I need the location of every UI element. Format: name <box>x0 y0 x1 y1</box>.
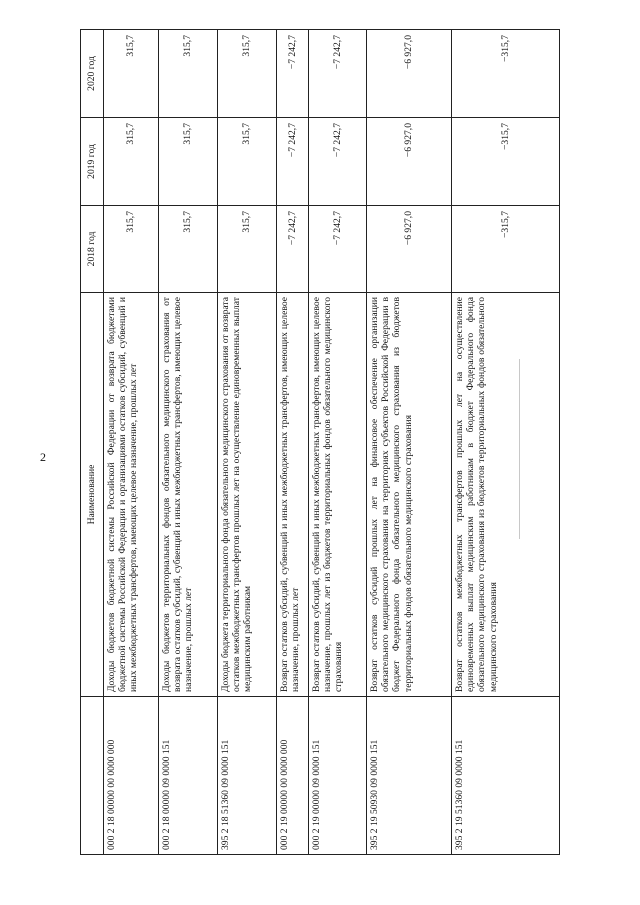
row-value-2020: 315,7 <box>104 30 159 118</box>
header-2020: 2020 год <box>81 30 104 118</box>
header-name: Наименование <box>81 293 104 697</box>
row-value-2020: −7 242,7 <box>277 30 309 118</box>
row-value-2018: −6 927,0 <box>367 206 452 293</box>
row-value-2020: 315,7 <box>159 30 218 118</box>
table-row <box>277 30 309 855</box>
row-value-2019: −7 242,7 <box>277 118 309 206</box>
row-value-2019: −6 927,0 <box>367 118 452 206</box>
row-name: Доходы бюджетов территориальных фондов обязательного медицинского страхования от возврата остатков субсидий, субвенций и иных межбюджетных трансфертов, имеющих целевое назначение, прошлых лет <box>159 293 218 697</box>
table-row <box>159 30 218 855</box>
table-row <box>104 30 159 855</box>
row-name: Возврат остатков субсидий, субвенций и иных межбюджетных трансфертов, имеющих целевое назначение, прошлых лет из бюджетов территориальных фондов обязательного медицинского страхования <box>309 293 367 697</box>
table-row <box>367 30 452 855</box>
row-code: 000 2 19 00000 00 0000 000 <box>277 697 309 855</box>
budget-table <box>80 29 560 855</box>
row-name: Возврат остатков межбюджетных трансфертов прошлых лет на осуществление единовременных выплат медицинским работникам в бюджет Федерального фонда обязательного медицинского страхования из бюджетов территориальных фондов обязательного медицинского страхования <box>452 293 560 697</box>
row-code: 395 2 19 50930 09 0000 151 <box>367 697 452 855</box>
row-value-2019: 315,7 <box>104 118 159 206</box>
row-code: 000 2 18 00000 00 0000 000 <box>104 697 159 855</box>
row-value-2019: −315,7 <box>452 118 560 206</box>
row-name: Доходы бюджета территориального фонда обязательного медицинского страхования от возврата остатков межбюджетных трансфертов прошлых лет на осуществление единовременных выплат медицинским работникам <box>218 293 277 697</box>
row-value-2019: 315,7 <box>159 118 218 206</box>
row-name: Возврат остатков субсидий прошлых лет на финансовое обеспечение организации обязательного медицинского страхования на территориях субъектов Российской Федерации в бюджет Федерального фонда обязательного медицинского страхования из бюджетов территориальных фондов обязательного медицинского страхования <box>367 293 452 697</box>
row-value-2020: 315,7 <box>218 30 277 118</box>
table-row <box>452 30 560 855</box>
row-value-2019: −7 242,7 <box>309 118 367 206</box>
row-value-2019: 315,7 <box>218 118 277 206</box>
table-row <box>309 30 367 855</box>
row-value-2018: −7 242,7 <box>277 206 309 293</box>
header-code <box>81 697 104 855</box>
row-code: 395 2 19 51360 09 0000 151 <box>452 697 560 855</box>
table-header-row <box>81 30 104 855</box>
row-value-2018: 315,7 <box>218 206 277 293</box>
row-value-2018: 315,7 <box>159 206 218 293</box>
row-code: 000 2 19 00000 09 0000 151 <box>309 697 367 855</box>
row-value-2018: 315,7 <box>104 206 159 293</box>
row-value-2020: −7 242,7 <box>309 30 367 118</box>
row-value-2018: −315,7 <box>452 206 560 293</box>
table-row <box>218 30 277 855</box>
header-2019: 2019 год <box>81 118 104 206</box>
row-value-2018: −7 242,7 <box>309 206 367 293</box>
row-value-2020: −315,7 <box>452 30 560 118</box>
row-value-2020: −6 927,0 <box>367 30 452 118</box>
row-code: 000 2 18 00000 09 0000 151 <box>159 697 218 855</box>
row-name: Возврат остатков субсидий, субвенций и иных межбюджетных трансфертов, имеющих целевое назначение, прошлых лет <box>277 293 309 697</box>
row-code: 395 2 18 51360 09 0000 151 <box>218 697 277 855</box>
row-name: Доходы бюджетов бюджетной системы Российской Федерации от возврата бюджетами бюджетной системы Российской Федерации и организациями остатков субсидий, субвенций и иных межбюджетных трансфертов, имеющих целевое назначение, прошлых лет <box>104 293 159 697</box>
header-2018: 2018 год <box>81 206 104 293</box>
rotated-table-container <box>80 30 560 855</box>
page-number: 2 <box>40 450 46 464</box>
